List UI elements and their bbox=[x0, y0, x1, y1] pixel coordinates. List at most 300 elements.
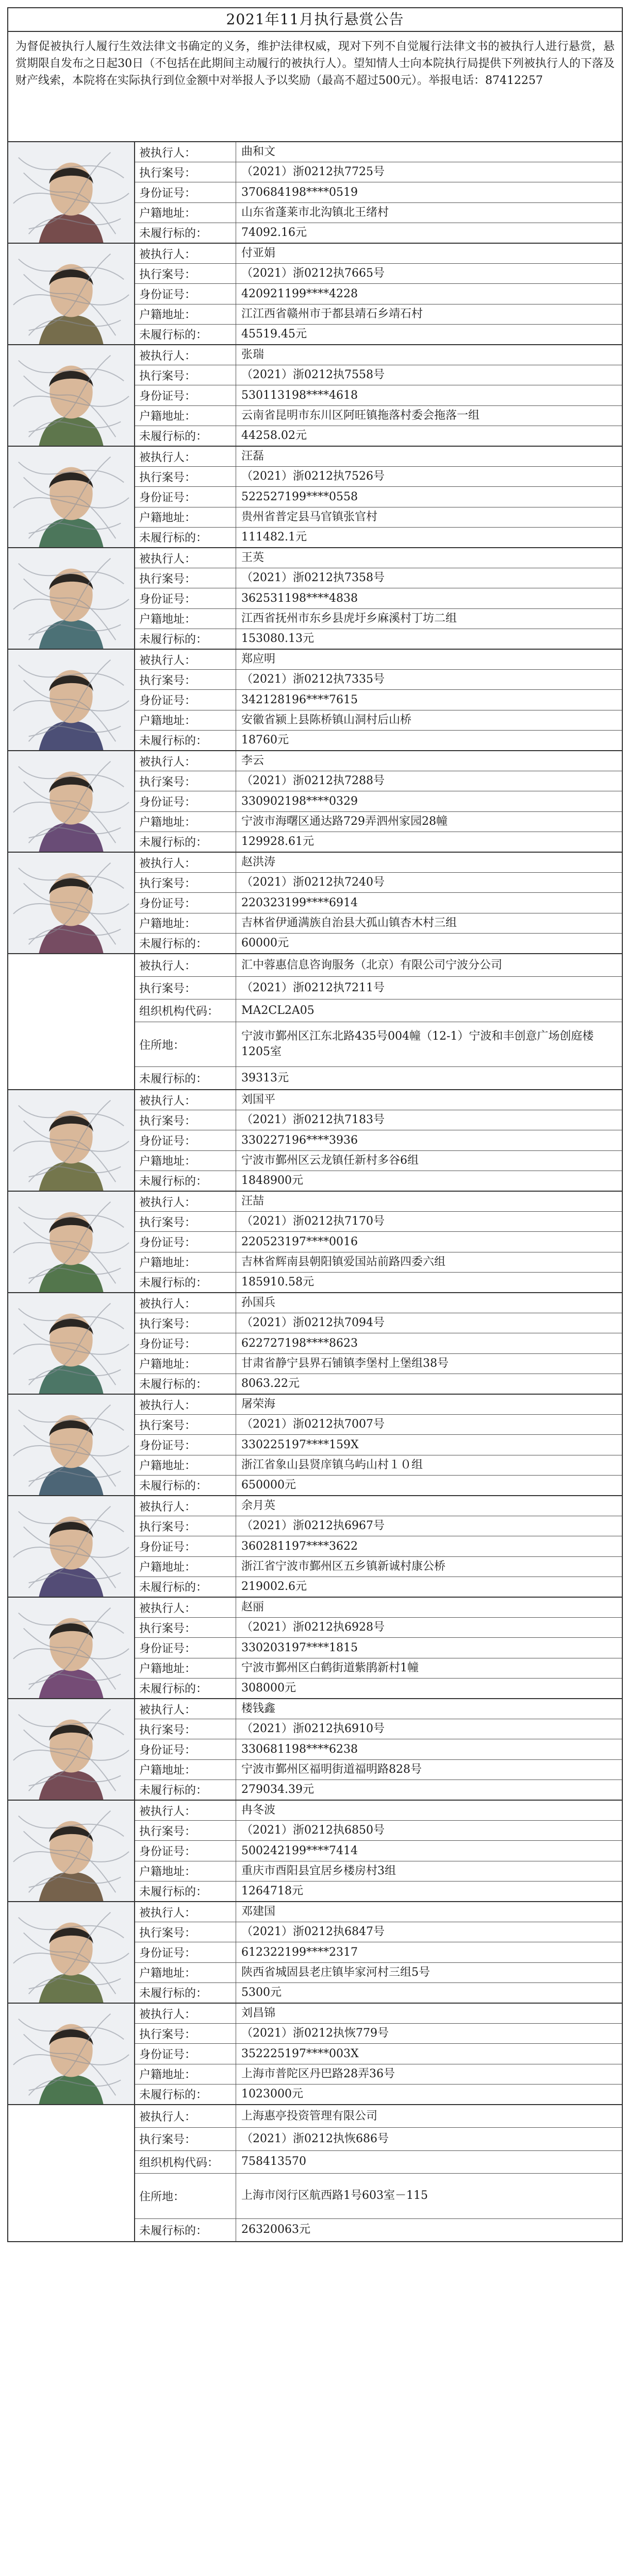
field-value-case: （2021）浙0212执7288号 bbox=[241, 774, 385, 788]
field-value-case: （2021）浙0212执7558号 bbox=[241, 368, 385, 382]
field-row-amount bbox=[135, 1882, 622, 1901]
field-value-id: 330227196****3936 bbox=[241, 1133, 358, 1147]
record-fields bbox=[135, 1598, 622, 1698]
field-label-id: 身份证号： bbox=[135, 1638, 236, 1657]
field-value-addr: 云南省昆明市东川区阿旺镇拖落村委会拖落一组 bbox=[241, 409, 480, 422]
field-label-amount: 未履行标的： bbox=[135, 1577, 236, 1597]
record-11 bbox=[8, 1192, 622, 1293]
field-value-addr: 安徽省颍上县陈桥镇山洞村后山桥 bbox=[241, 713, 412, 726]
field-value-addr: 吉林省辉南县朝阳镇爱国站前路四委六组 bbox=[241, 1255, 446, 1268]
field-row-id bbox=[135, 1739, 622, 1759]
field-label-id: 身份证号： bbox=[135, 1739, 236, 1759]
record-fields bbox=[135, 2004, 622, 2104]
portrait-placeholder-icon bbox=[8, 650, 134, 750]
field-value-case: （2021）浙0212执7170号 bbox=[241, 1215, 385, 1228]
field-row-case bbox=[135, 1922, 622, 1942]
field-label-amount: 未履行标的： bbox=[135, 1476, 236, 1495]
field-label-addr: 户籍地址： bbox=[135, 1354, 236, 1374]
field-row-amount bbox=[135, 1780, 622, 1800]
person-photo bbox=[8, 1598, 135, 1698]
field-row-case bbox=[135, 1212, 622, 1232]
record-fields bbox=[135, 548, 622, 649]
field-value-case: （2021）浙0212执6928号 bbox=[241, 1621, 385, 1634]
portrait-placeholder-icon bbox=[8, 1496, 134, 1597]
field-label-name: 被执行人： bbox=[135, 1699, 236, 1719]
field-value-case: （2021）浙0212执7007号 bbox=[241, 1418, 385, 1431]
field-label-amount: 未履行标的： bbox=[135, 1983, 236, 2003]
field-row-name bbox=[135, 447, 622, 467]
portrait-placeholder-icon bbox=[8, 1293, 134, 1394]
field-label-org: 组织机构代码： bbox=[135, 2151, 236, 2173]
record-fields bbox=[135, 1395, 622, 1495]
field-value-case: （2021）浙0212执7665号 bbox=[241, 267, 385, 280]
field-label-addr: 户籍地址： bbox=[135, 1861, 236, 1881]
field-value-name: 李云 bbox=[241, 754, 265, 768]
field-value-amount: 8063.22元 bbox=[241, 1377, 300, 1390]
record-3 bbox=[8, 345, 622, 447]
field-value-addr: 浙江省象山县贤庠镇乌屿山村１０组 bbox=[241, 1458, 423, 1471]
person-photo bbox=[8, 1090, 135, 1191]
field-row-amount bbox=[135, 1983, 622, 2003]
record-7 bbox=[8, 751, 622, 853]
field-label-addr: 户籍地址： bbox=[135, 1963, 236, 1982]
field-row-name bbox=[135, 2105, 622, 2128]
field-value-amount: 39313元 bbox=[241, 1071, 289, 1084]
record-fields bbox=[135, 1902, 622, 2003]
field-row-addr bbox=[135, 2064, 622, 2084]
field-value-name: 屠荣海 bbox=[241, 1398, 276, 1411]
person-photo bbox=[8, 1699, 135, 1800]
field-label-name: 被执行人： bbox=[135, 1801, 236, 1820]
person-photo bbox=[8, 1293, 135, 1394]
field-label-case: 执行案号： bbox=[135, 1922, 236, 1942]
field-row-name bbox=[135, 1192, 622, 1212]
field-row-id bbox=[135, 284, 622, 304]
field-row-id bbox=[135, 1638, 622, 1658]
field-label-case: 执行案号： bbox=[135, 568, 236, 588]
field-row-id bbox=[135, 588, 622, 608]
field-row-name bbox=[135, 853, 622, 873]
record-fields bbox=[135, 447, 622, 547]
field-label-addr: 户籍地址： bbox=[135, 609, 236, 629]
record-fields bbox=[135, 142, 622, 243]
record-1 bbox=[8, 142, 622, 244]
field-value-name: 楼钱鑫 bbox=[241, 1702, 276, 1716]
field-value-id: 500242199****7414 bbox=[241, 1844, 358, 1857]
field-label-addr: 户籍地址： bbox=[135, 507, 236, 527]
field-row-id bbox=[135, 487, 622, 507]
portrait-placeholder-icon bbox=[8, 1801, 134, 1901]
field-value-name: 刘昌锦 bbox=[241, 2007, 276, 2020]
portrait-placeholder-icon bbox=[8, 345, 134, 446]
field-label-amount: 未履行标的： bbox=[135, 223, 236, 243]
field-row-name bbox=[135, 1699, 622, 1719]
field-value-id: 330902198****0329 bbox=[241, 794, 358, 808]
field-label-id: 身份证号： bbox=[135, 1333, 236, 1353]
field-label-case: 执行案号： bbox=[135, 1719, 236, 1739]
person-photo bbox=[8, 2004, 135, 2104]
field-label-name: 被执行人： bbox=[135, 142, 236, 162]
field-label-name: 被执行人： bbox=[135, 447, 236, 466]
field-value-org: MA2CL2A05 bbox=[241, 1004, 315, 1017]
field-label-case: 执行案号： bbox=[135, 1821, 236, 1840]
field-value-case: （2021）浙0212执6850号 bbox=[241, 1824, 385, 1837]
field-value-addr: 贵州省普定县马官镇张官村 bbox=[241, 510, 378, 523]
field-row-name bbox=[135, 1293, 622, 1313]
field-value-id: 362531198****4838 bbox=[241, 591, 358, 605]
field-label-id: 身份证号： bbox=[135, 1130, 236, 1150]
field-value-amount: 219002.6元 bbox=[241, 1580, 307, 1593]
field-value-name: 上海惠亭投资管理有限公司 bbox=[241, 2109, 378, 2123]
field-value-amount: 1023000元 bbox=[241, 2087, 303, 2100]
field-label-amount: 未履行标的： bbox=[135, 1882, 236, 1901]
field-row-id bbox=[135, 1536, 622, 1556]
field-label-case: 执行案号： bbox=[135, 1516, 236, 1536]
field-value-name: 刘国平 bbox=[241, 1093, 276, 1107]
field-value-id: 330681198****6238 bbox=[241, 1742, 358, 1756]
field-row-case bbox=[135, 264, 622, 284]
field-label-id: 身份证号： bbox=[135, 1536, 236, 1556]
field-row-case bbox=[135, 1110, 622, 1130]
record-6 bbox=[8, 650, 622, 751]
record-10 bbox=[8, 1090, 622, 1192]
field-value-id: 370684198****0519 bbox=[241, 185, 358, 199]
field-row-id bbox=[135, 1232, 622, 1252]
field-row-org bbox=[135, 999, 622, 1022]
record-14 bbox=[8, 1496, 622, 1598]
portrait-placeholder-icon bbox=[8, 751, 134, 852]
field-row-case bbox=[135, 467, 622, 487]
portrait-placeholder-icon bbox=[8, 1192, 134, 1292]
field-row-case bbox=[135, 1415, 622, 1435]
record-fields bbox=[135, 1801, 622, 1901]
field-row-amount bbox=[135, 1679, 622, 1698]
record-8 bbox=[8, 853, 622, 954]
record-16 bbox=[8, 1699, 622, 1801]
field-row-id bbox=[135, 182, 622, 202]
person-photo bbox=[8, 1902, 135, 2003]
field-value-name: 汪磊 bbox=[241, 450, 265, 463]
field-label-addr: 户籍地址： bbox=[135, 1252, 236, 1272]
field-value-id: 330225197****159X bbox=[241, 1438, 359, 1451]
field-value-amount: 650000元 bbox=[241, 1478, 296, 1492]
field-row-amount bbox=[135, 1171, 622, 1191]
field-row-name bbox=[135, 1801, 622, 1821]
page-title: 2021年11月执行悬赏公告 bbox=[8, 8, 622, 32]
field-label-case: 执行案号： bbox=[135, 1212, 236, 1231]
field-label-name: 被执行人： bbox=[135, 1598, 236, 1617]
record-fields bbox=[135, 345, 622, 446]
field-label-addr: 户籍地址： bbox=[135, 1455, 236, 1475]
record-fields bbox=[135, 244, 622, 344]
field-row-amount bbox=[135, 731, 622, 750]
record-fields bbox=[135, 1090, 622, 1191]
field-label-name: 被执行人： bbox=[135, 650, 236, 669]
field-label-name: 被执行人： bbox=[135, 1192, 236, 1211]
record-12 bbox=[8, 1293, 622, 1395]
field-value-id: 352225197****003X bbox=[241, 2047, 359, 2060]
field-row-addr bbox=[135, 609, 622, 629]
field-row-amount bbox=[135, 1273, 622, 1292]
person-photo bbox=[8, 548, 135, 649]
field-row-name bbox=[135, 2004, 622, 2024]
field-value-case: （2021）浙0212执7526号 bbox=[241, 470, 385, 483]
field-value-name: 汪喆 bbox=[241, 1195, 265, 1208]
field-label-amount: 未履行标的： bbox=[135, 1171, 236, 1191]
field-label-case: 执行案号： bbox=[135, 771, 236, 791]
field-row-case bbox=[135, 1719, 622, 1739]
field-row-name bbox=[135, 751, 622, 771]
record-13 bbox=[8, 1395, 622, 1496]
field-row-case bbox=[135, 1618, 622, 1638]
field-row-case bbox=[135, 670, 622, 690]
field-value-addr: 江西省抚州市东乡县虎圩乡麻溪村丁坊二组 bbox=[241, 612, 457, 625]
field-label-name: 被执行人： bbox=[135, 954, 236, 976]
field-value-residence: 宁波市鄞州区江东北路435号004幢（12-1）宁波和丰创意广场创庭楼1205室 bbox=[241, 1030, 594, 1058]
portrait-placeholder-icon bbox=[8, 1090, 134, 1191]
portrait-placeholder-icon bbox=[8, 142, 134, 243]
field-label-amount: 未履行标的： bbox=[135, 2219, 236, 2241]
field-value-case: （2021）浙0212执7358号 bbox=[241, 571, 385, 585]
field-value-amount: 74092.16元 bbox=[241, 226, 307, 239]
field-label-addr: 户籍地址： bbox=[135, 406, 236, 426]
field-row-addr bbox=[135, 1861, 622, 1882]
portrait-placeholder-icon bbox=[8, 853, 134, 953]
field-value-id: 420921199****4228 bbox=[241, 287, 358, 300]
field-label-name: 被执行人： bbox=[135, 2004, 236, 2023]
field-label-addr: 户籍地址： bbox=[135, 913, 236, 933]
field-label-addr: 户籍地址： bbox=[135, 1658, 236, 1678]
record-15 bbox=[8, 1598, 622, 1699]
field-value-case: （2021）浙0212执7094号 bbox=[241, 1316, 385, 1330]
field-row-amount bbox=[135, 2084, 622, 2104]
field-row-amount bbox=[135, 1577, 622, 1597]
field-label-id: 身份证号： bbox=[135, 1942, 236, 1962]
field-value-id: 360281197****3622 bbox=[241, 1539, 358, 1553]
field-value-amount: 5300元 bbox=[241, 1986, 282, 1999]
field-value-case: （2021）浙0212执6967号 bbox=[241, 1519, 385, 1533]
field-label-amount: 未履行标的： bbox=[135, 1679, 236, 1698]
person-photo bbox=[8, 1395, 135, 1495]
field-label-addr: 户籍地址： bbox=[135, 710, 236, 730]
field-value-id: 220523197****0016 bbox=[241, 1235, 358, 1248]
field-row-amount bbox=[135, 1374, 622, 1394]
field-label-name: 被执行人： bbox=[135, 853, 236, 872]
field-row-amount bbox=[135, 934, 622, 953]
field-value-case: （2021）浙0212执7240号 bbox=[241, 876, 385, 889]
field-row-addr bbox=[135, 1963, 622, 1983]
field-row-id bbox=[135, 2044, 622, 2064]
field-row-addr bbox=[135, 1455, 622, 1476]
person-photo bbox=[8, 142, 135, 243]
field-row-case bbox=[135, 568, 622, 588]
field-label-org: 组织机构代码： bbox=[135, 999, 236, 1022]
field-label-case: 执行案号： bbox=[135, 365, 236, 385]
field-row-name bbox=[135, 244, 622, 264]
field-row-case bbox=[135, 1821, 622, 1841]
field-label-amount: 未履行标的： bbox=[135, 934, 236, 953]
field-value-amount: 308000元 bbox=[241, 1681, 296, 1694]
field-row-case bbox=[135, 977, 622, 999]
field-label-name: 被执行人： bbox=[135, 548, 236, 568]
field-row-org bbox=[135, 2151, 622, 2174]
record-20 bbox=[8, 2105, 622, 2241]
field-row-name bbox=[135, 1090, 622, 1110]
person-photo bbox=[8, 853, 135, 953]
field-row-amount bbox=[135, 1476, 622, 1495]
field-value-id: 342128196****7615 bbox=[241, 693, 358, 706]
records-list bbox=[8, 142, 622, 2241]
field-row-name bbox=[135, 954, 622, 977]
field-row-name bbox=[135, 1395, 622, 1415]
record-2 bbox=[8, 244, 622, 345]
record-fields bbox=[135, 1192, 622, 1292]
field-value-org: 758413570 bbox=[241, 2155, 306, 2168]
field-label-case: 执行案号： bbox=[135, 162, 236, 182]
field-label-id: 身份证号： bbox=[135, 385, 236, 405]
field-value-name: 张瑞 bbox=[241, 348, 265, 362]
field-label-amount: 未履行标的： bbox=[135, 731, 236, 750]
field-value-name: 赵丽 bbox=[241, 1601, 265, 1614]
record-19 bbox=[8, 2004, 622, 2105]
record-4 bbox=[8, 447, 622, 548]
field-value-case: （2021）浙0212执恢779号 bbox=[241, 2027, 389, 2040]
field-value-addr: 重庆市酉阳县宜居乡楼房村3组 bbox=[241, 1864, 396, 1877]
field-value-amount: 111482.1元 bbox=[241, 530, 307, 544]
field-label-residence: 住所地： bbox=[135, 1022, 236, 1066]
field-value-name: 赵洪涛 bbox=[241, 856, 276, 869]
field-row-case bbox=[135, 2128, 622, 2150]
field-row-name bbox=[135, 142, 622, 162]
field-label-case: 执行案号： bbox=[135, 2128, 236, 2150]
field-value-amount: 185910.58元 bbox=[241, 1275, 314, 1289]
field-row-name bbox=[135, 1598, 622, 1618]
field-value-amount: 153080.13元 bbox=[241, 632, 314, 645]
field-row-id bbox=[135, 893, 622, 913]
field-value-addr: 宁波市鄞州区福明街道福明路828号 bbox=[241, 1762, 422, 1776]
field-label-amount: 未履行标的： bbox=[135, 426, 236, 446]
field-label-id: 身份证号： bbox=[135, 893, 236, 912]
field-row-addr bbox=[135, 304, 622, 325]
person-photo bbox=[8, 650, 135, 750]
record-fields bbox=[135, 1496, 622, 1597]
field-row-id bbox=[135, 1942, 622, 1962]
field-label-id: 身份证号： bbox=[135, 690, 236, 709]
record-fields bbox=[135, 650, 622, 750]
field-label-name: 被执行人： bbox=[135, 1395, 236, 1414]
field-label-id: 身份证号： bbox=[135, 284, 236, 303]
field-label-amount: 未履行标的： bbox=[135, 2084, 236, 2104]
field-value-name: 付亚娟 bbox=[241, 247, 276, 260]
field-label-case: 执行案号： bbox=[135, 977, 236, 999]
field-value-addr: 宁波市鄞州区云龙镇任新村多谷6组 bbox=[241, 1154, 419, 1167]
field-label-id: 身份证号： bbox=[135, 1232, 236, 1251]
field-label-id: 身份证号： bbox=[135, 487, 236, 506]
field-row-name bbox=[135, 650, 622, 670]
field-label-amount: 未履行标的： bbox=[135, 1273, 236, 1292]
field-value-case: （2021）浙0212执7335号 bbox=[241, 673, 385, 686]
field-value-addr: 甘肃省静宁县界石铺镇李堡村上堡组38号 bbox=[241, 1357, 449, 1370]
field-label-name: 被执行人： bbox=[135, 1902, 236, 1922]
field-row-amount bbox=[135, 223, 622, 243]
field-row-addr bbox=[135, 203, 622, 223]
field-label-case: 执行案号： bbox=[135, 1415, 236, 1434]
field-row-amount bbox=[135, 426, 622, 446]
intro-paragraph: 为督促被执行人履行生效法律文书确定的义务，维护法律权威，现对下列不自觉履行法律文书的被执行人进行悬赏，悬赏期限自发布之日起30日（不包括在此期间主动履行的被执行人）。望知情人士向本院执行局提供下列被执行人的下落及财产线索，本院将在实际执行到位金额中对举报人予以奖励（最高不超过500元）。举报电话：87412257 bbox=[8, 32, 622, 142]
field-row-residence bbox=[135, 1022, 622, 1067]
portrait-placeholder-icon bbox=[8, 2004, 134, 2104]
field-label-case: 执行案号： bbox=[135, 670, 236, 689]
field-value-addr: 江江西省赣州市于都县靖石乡靖石村 bbox=[241, 307, 423, 320]
portrait-placeholder-icon bbox=[8, 1395, 134, 1495]
photo-empty bbox=[8, 954, 135, 1089]
field-label-id: 身份证号： bbox=[135, 588, 236, 608]
field-row-id bbox=[135, 1130, 622, 1150]
field-row-id bbox=[135, 1841, 622, 1861]
field-row-name bbox=[135, 345, 622, 365]
field-row-id bbox=[135, 1435, 622, 1455]
field-label-id: 身份证号： bbox=[135, 791, 236, 811]
field-row-addr bbox=[135, 710, 622, 731]
field-row-id bbox=[135, 690, 622, 710]
record-9 bbox=[8, 954, 622, 1090]
field-label-id: 身份证号： bbox=[135, 1435, 236, 1454]
person-photo bbox=[8, 345, 135, 446]
field-label-name: 被执行人： bbox=[135, 751, 236, 771]
field-row-id bbox=[135, 791, 622, 811]
field-label-case: 执行案号： bbox=[135, 1618, 236, 1637]
field-label-amount: 未履行标的： bbox=[135, 832, 236, 852]
field-row-amount bbox=[135, 325, 622, 344]
field-label-case: 执行案号： bbox=[135, 873, 236, 892]
field-label-case: 执行案号： bbox=[135, 2024, 236, 2043]
field-value-amount: 18760元 bbox=[241, 733, 289, 747]
person-photo bbox=[8, 1801, 135, 1901]
portrait-placeholder-icon bbox=[8, 447, 134, 547]
field-value-addr: 陕西省城固县老庄镇毕家河村三组5号 bbox=[241, 1965, 430, 1979]
field-row-addr bbox=[135, 507, 622, 528]
field-label-residence: 住所地： bbox=[135, 2174, 236, 2218]
field-label-addr: 户籍地址： bbox=[135, 1760, 236, 1780]
field-value-residence: 上海市闵行区航西路1号603室－115 bbox=[241, 2189, 428, 2202]
field-row-case bbox=[135, 873, 622, 893]
person-photo bbox=[8, 244, 135, 344]
field-label-case: 执行案号： bbox=[135, 264, 236, 283]
field-value-addr: 吉林省伊通满族自治县大孤山镇杏木村三组 bbox=[241, 916, 457, 929]
field-label-addr: 户籍地址： bbox=[135, 2064, 236, 2084]
field-label-case: 执行案号： bbox=[135, 1110, 236, 1130]
field-value-amount: 279034.39元 bbox=[241, 1783, 314, 1796]
field-value-case: （2021）浙0212执7211号 bbox=[241, 981, 385, 994]
field-label-case: 执行案号： bbox=[135, 1313, 236, 1333]
field-label-name: 被执行人： bbox=[135, 1293, 236, 1313]
field-value-name: 孙国兵 bbox=[241, 1296, 276, 1310]
portrait-placeholder-icon bbox=[8, 1598, 134, 1698]
field-label-amount: 未履行标的： bbox=[135, 1780, 236, 1800]
field-label-amount: 未履行标的： bbox=[135, 528, 236, 547]
record-fields bbox=[135, 853, 622, 953]
field-row-amount bbox=[135, 528, 622, 547]
field-label-amount: 未履行标的： bbox=[135, 1067, 236, 1089]
field-label-name: 被执行人： bbox=[135, 244, 236, 263]
field-label-name: 被执行人： bbox=[135, 2105, 236, 2127]
field-label-addr: 户籍地址： bbox=[135, 812, 236, 832]
person-photo bbox=[8, 751, 135, 852]
field-label-addr: 户籍地址： bbox=[135, 1151, 236, 1171]
field-row-amount bbox=[135, 629, 622, 649]
notice-sheet bbox=[7, 7, 623, 2242]
portrait-placeholder-icon bbox=[8, 1902, 134, 2003]
